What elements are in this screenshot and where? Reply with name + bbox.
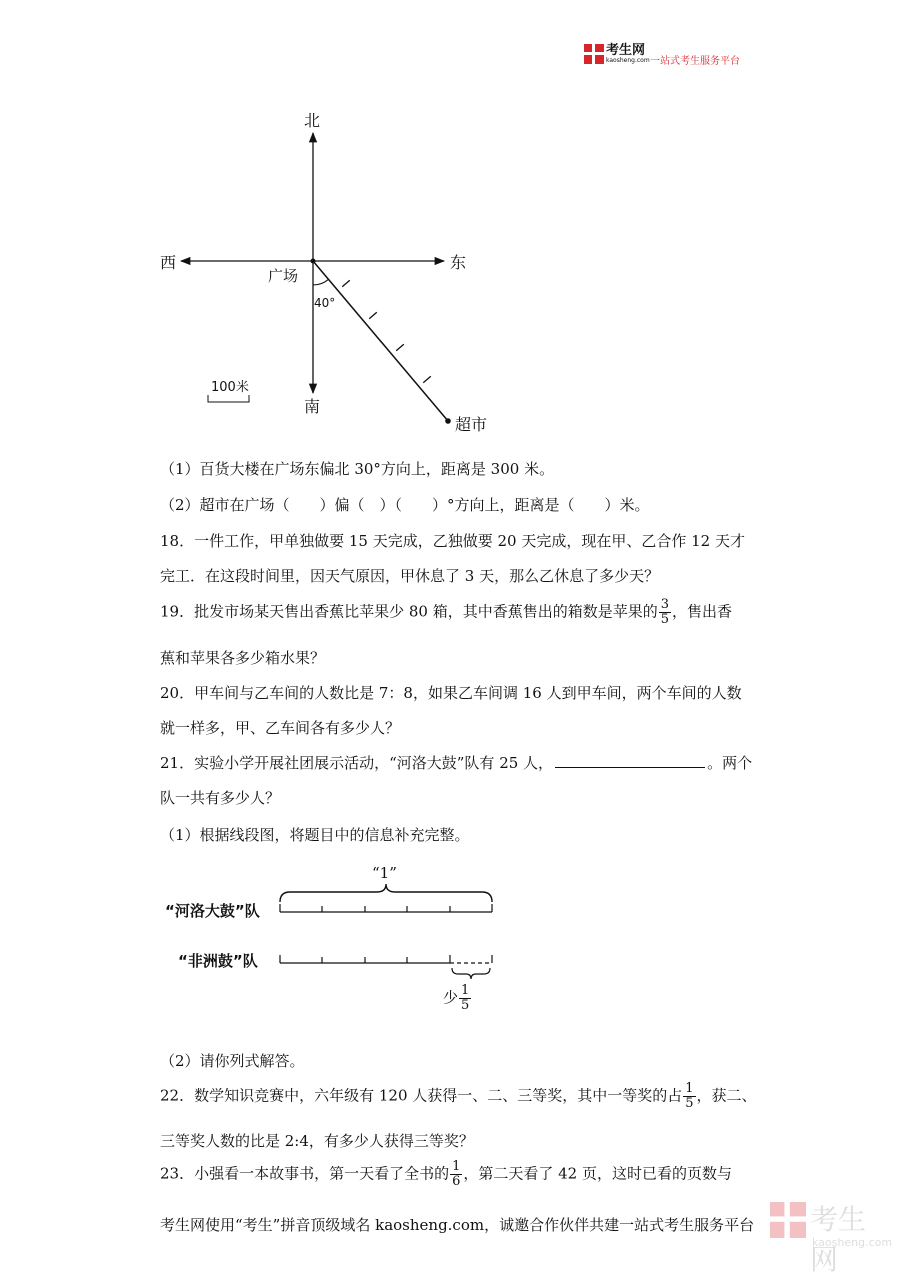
q17-part2: （2）超市在广场（ ）偏（ ）（ ）°方向上，距离是（ ）米。 [160,496,650,514]
less-text: 少 [443,988,459,1007]
q21-text-b: 。两个 [707,754,753,772]
q21-part2: （2）请你列式解答。 [160,1052,305,1070]
team2-label: “非洲鼓”队 [178,952,258,970]
less-fraction [459,984,471,1013]
q22-frac-num: 1 [685,1081,694,1096]
origin-label: 广场 [268,267,299,285]
q21-line2: 队一共有多少人？ [160,789,281,807]
q21-part1: （1）根据线段图，将题目中的信息补充完整。 [160,826,470,844]
team1-label: “河洛大鼓”队 [165,902,260,920]
q18-line2: 完工．在这段时间里，因天气原因，甲休息了 3 天，那么乙休息了多少天？ [160,567,660,585]
team1-segment [280,904,492,912]
q20-line2: 就一样多，甲、乙车间各有多少人？ [160,719,401,737]
target-label: 超市 [455,415,488,434]
brand-url: kaosheng.com [606,57,650,64]
north-label: 北 [304,111,321,130]
watermark-en: kaosheng.com [812,1236,893,1249]
q17-part1: （1）百货大楼在广场东偏北 30°方向上，距离是 300 米。 [160,460,555,478]
brand-name: 考生网 [606,43,646,58]
q23-fraction [450,1160,462,1189]
angle-label: 40° [314,296,336,310]
scale-label: 100米 [211,380,249,395]
south-label: 南 [304,397,321,416]
q19-line2: 蕉和苹果各多少箱水果？ [160,649,326,667]
unit-label: “1” [372,864,397,882]
team2-segment [280,955,492,963]
less-frac-den: 5 [461,998,470,1013]
footer-text: 考生网使用“考生”拼音顶级域名 kaosheng.com，诚邀合作伙伴共建一站式考生服务平台 [160,1216,755,1234]
east-label: 东 [450,253,467,272]
q19-text-a: 19．批发市场某天售出香蕉比苹果少 80 箱，其中香蕉售出的箱数是苹果的 [160,602,658,621]
q23-text-b: ，第二天看了 42 页，这时已看的页数与 [463,1164,732,1183]
watermark [770,1196,893,1276]
q22-fraction [683,1082,695,1111]
unit-brace [280,884,492,902]
watermark-cn: 考生网 [810,1203,867,1276]
q19-frac-den: 5 [660,612,669,627]
brand-slogan: 一站式考生服务平台 [650,56,740,67]
q18-line1: 18．一件工作，甲单独做要 15 天完成，乙独做要 20 天完成，现在甲、乙合作 12 天才 [160,532,745,550]
less-frac-num: 1 [461,983,470,998]
west-label: 西 [160,253,177,272]
q22-line1 [160,1082,757,1111]
q21-text-a: 21．实验小学开展社团展示活动，“河洛大鼓”队有 25 人， [160,754,554,772]
q19-frac-num: 3 [660,597,669,612]
q19-text-b: ，售出香 [672,602,733,621]
q23-frac-den: 6 [452,1174,461,1189]
less-label [443,984,472,1013]
q22-frac-den: 5 [685,1096,694,1111]
q22-text-b: ，获二、 [696,1086,757,1105]
less-brace [452,968,490,979]
q22-line2: 三等奖人数的比是 2:4，有多少人获得三等奖？ [160,1132,474,1150]
q23-line1 [160,1160,732,1189]
q23-text-a: 23．小强看一本故事书，第一天看了全书的 [160,1164,450,1183]
watermark-logo-icon [770,1202,806,1238]
q22-text-a: 22．数学知识竞赛中，六年级有 120 人获得一、二、三等奖，其中一等奖的占 [160,1086,683,1105]
q20-line1: 20．甲车间与乙车间的人数比是 7：8，如果乙车间调 16 人到甲车间，两个车间的人数 [160,684,742,702]
q23-frac-num: 1 [452,1159,461,1174]
